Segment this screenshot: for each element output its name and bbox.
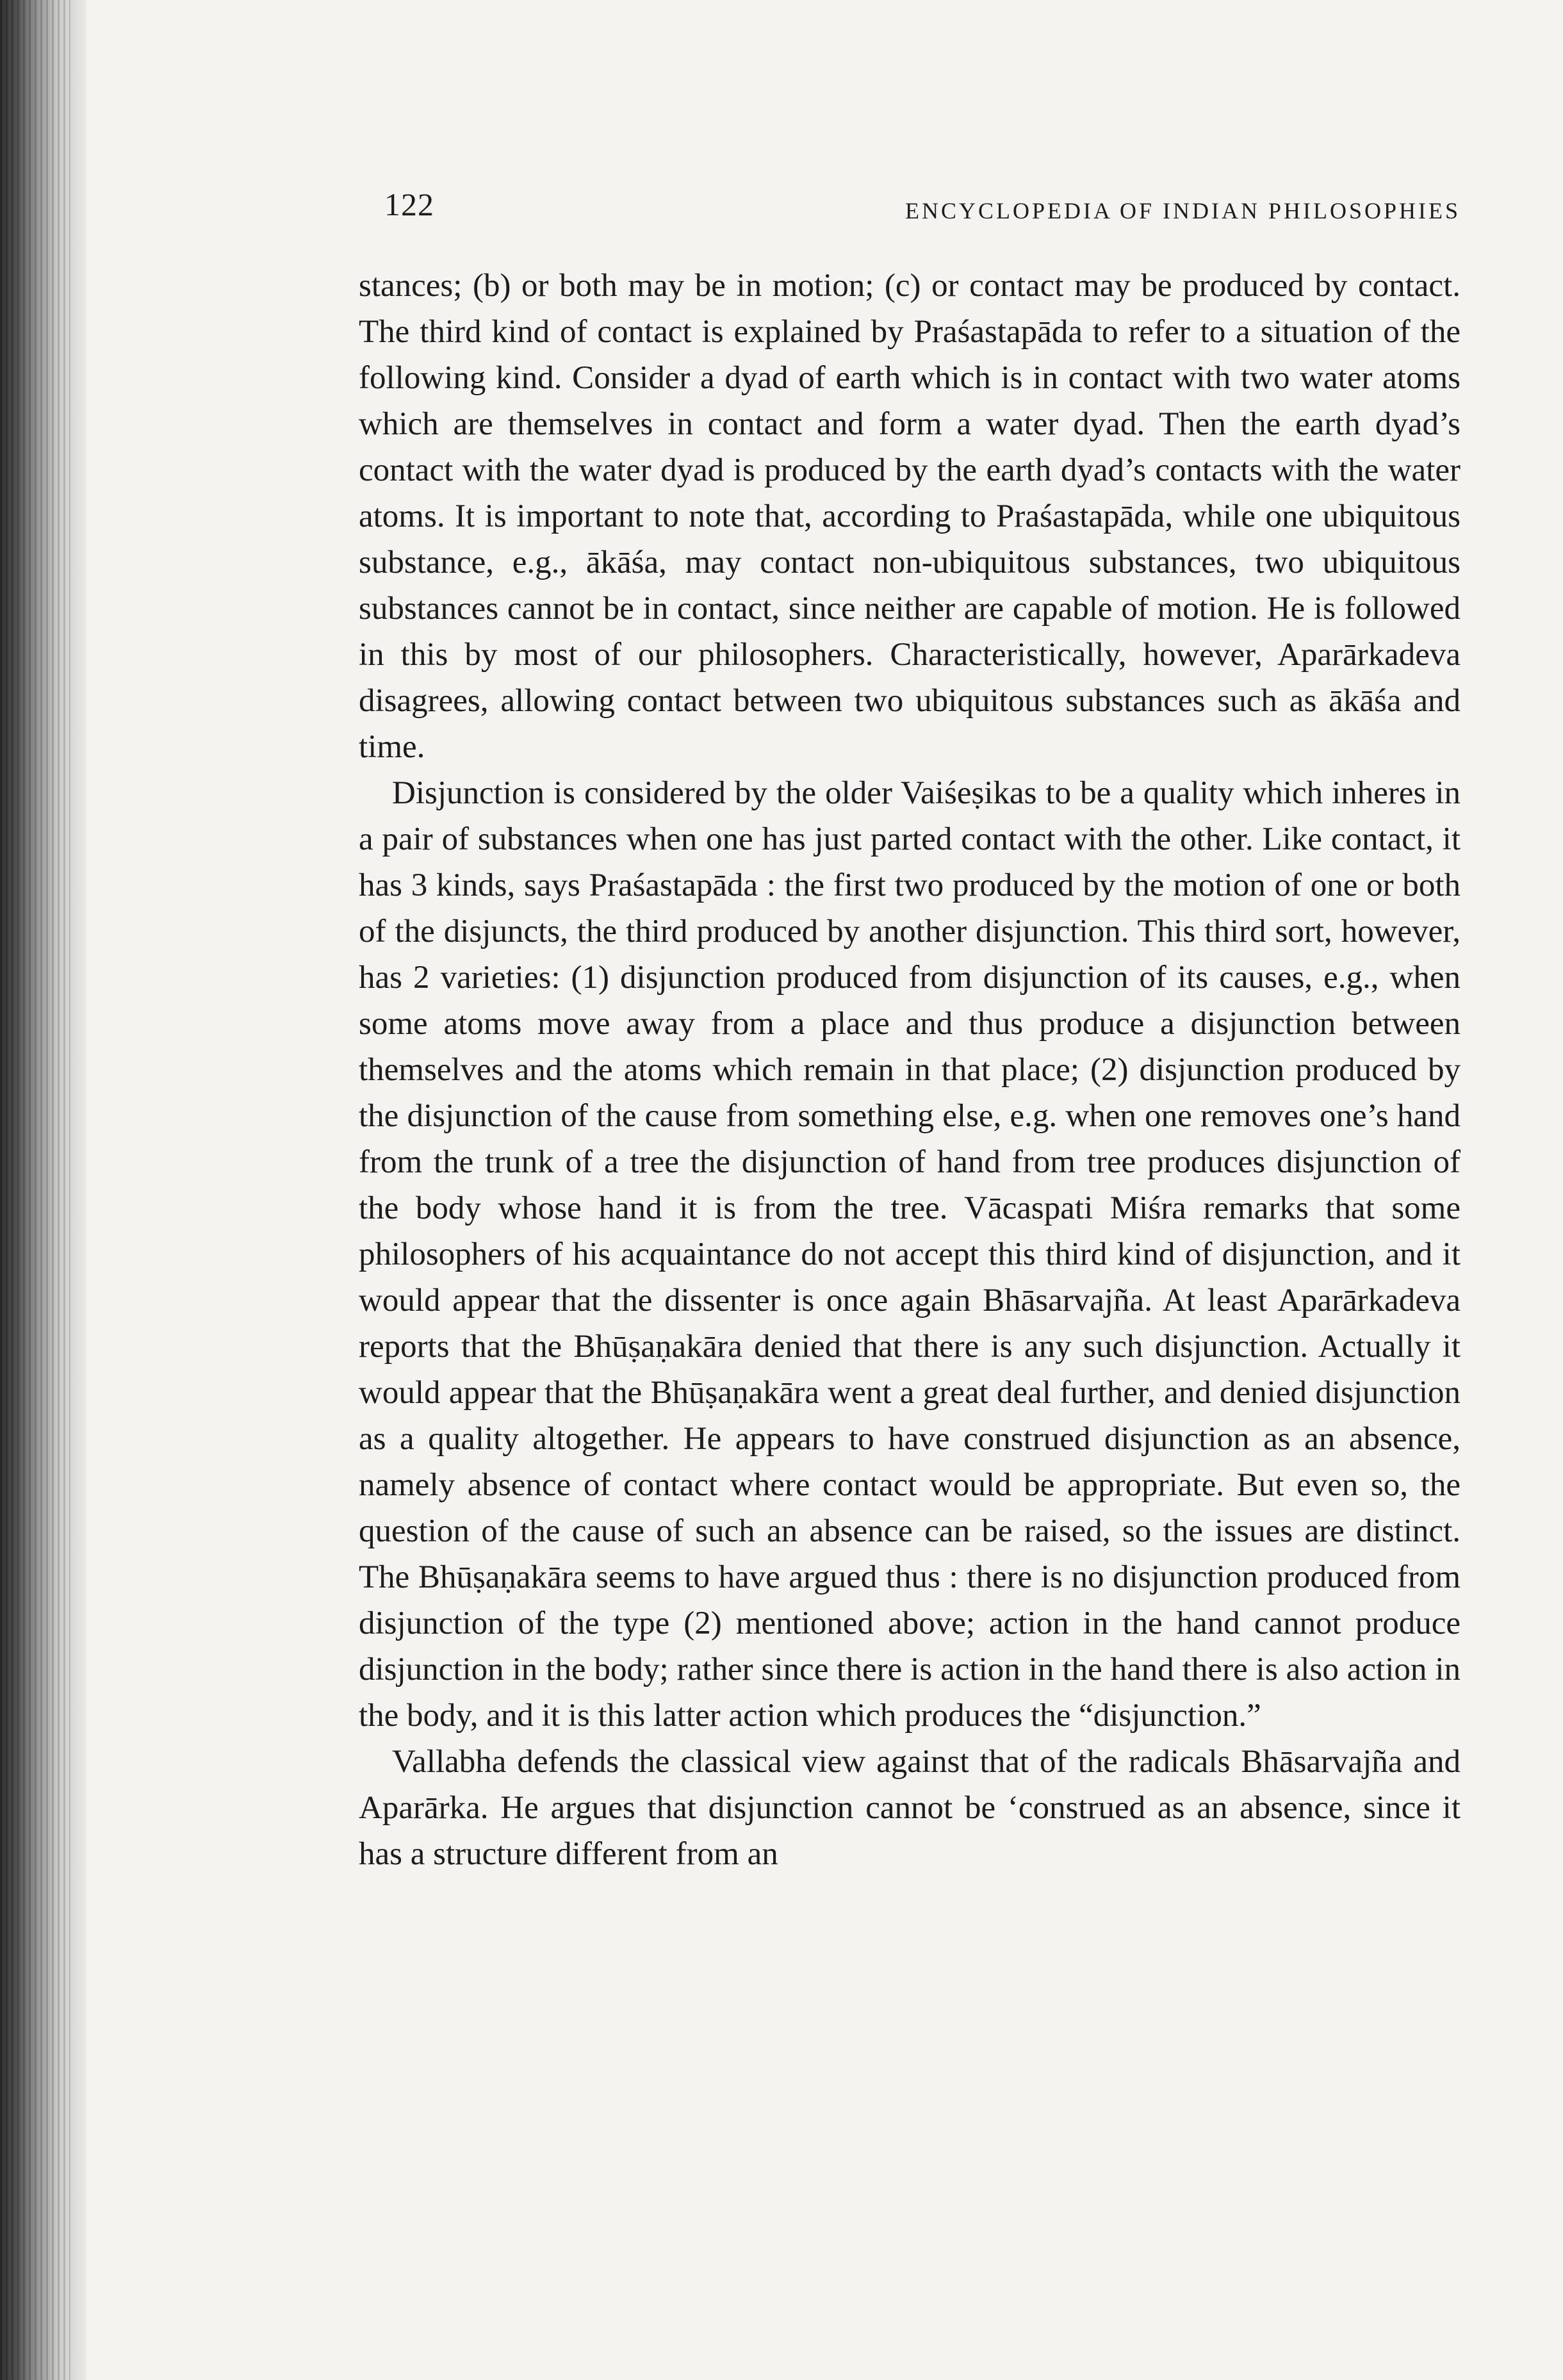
paragraph-continued: stances; (b) or both may be in motion; (c) or contact may be produced by contact. The third kind of contact is explained by Praśastapāda to refer to a situation of the following kind. Consider a dyad of earth which is in contact with two water atoms which are themselves in contact and form a water dyad. Then the earth dyad’s contact with the water dyad is produced by the earth dyad’s contacts with the water atoms. It is important to note that, according to Praśastapāda, while one ubiquitous substance, e.g., ākāśa, may contact non-ubiquitous substances, two ubiquitous substances cannot be in contact, since neither are capable of motion. He is followed in this by most of our philosophers. Characteristically, however, Aparārkadeva disagrees, allowing contact between two ubiquitous substances such as ākāśa and time. (359, 268, 1461, 765)
book-binding-texture (0, 0, 70, 2380)
paragraph-vallabha: Vallabha defends the classical view against that of the radicals Bhāsarvajña and Aparārka. He argues that disjunction cannot be ‘construed as an absence, since it has a structure different from an (359, 1744, 1461, 1872)
paragraph-disjunction: Disjunction is considered by the older Vaiśeṣikas to be a quality which inheres in a pair of substances when one has just parted contact with the other. Like contact, it has 3 kinds, says Praśastapāda : the first two produced by the motion of one or both of the disjuncts, the third produced by another disjunction. This third sort, however, has 2 varieties: (1) disjunction produced from disjunction of its causes, e.g., when some atoms move away from a place and thus produce a disjunction between themselves and the atoms which remain in that place; (2) disjunction produced by the disjunction of the cause from something else, e.g. when one removes one’s hand from the trunk of a tree the disjunction of hand from tree produces disjunction of the body whose hand it is from the tree. Vācaspati Miśra remarks that some philosophers of his acquaintance do not accept this third kind of disjunction, and it would appear that the dissenter is once again Bhāsarvajña. At least Aparārkadeva reports that the Bhūṣaṇakāra denied that there is any such disjunction. Actually it would appear that the Bhūṣaṇakāra went a great deal further, and denied disjunction as a quality altogether. He appears to have construed disjunction as an absence, namely absence of contact where contact would be appropriate. But even so, the question of the cause of such an absence can be raised, so the issues are distinct. The Bhūṣaṇakāra seems to have argued thus : there is no disjunction produced from disjunction of the type (2) mentioned above; action in the hand cannot produce disjunction in the body; rather since there is action in the hand there is also action in the body, and it is this latter action which produces the “disjunction.” (359, 775, 1461, 1734)
page-number: 122 (384, 186, 434, 222)
running-head (359, 186, 1461, 243)
book-page (359, 186, 1461, 1877)
running-title: ENCYCLOPEDIA OF INDIAN PHILOSOPHIES (904, 198, 1461, 224)
body-text (359, 263, 1461, 1877)
